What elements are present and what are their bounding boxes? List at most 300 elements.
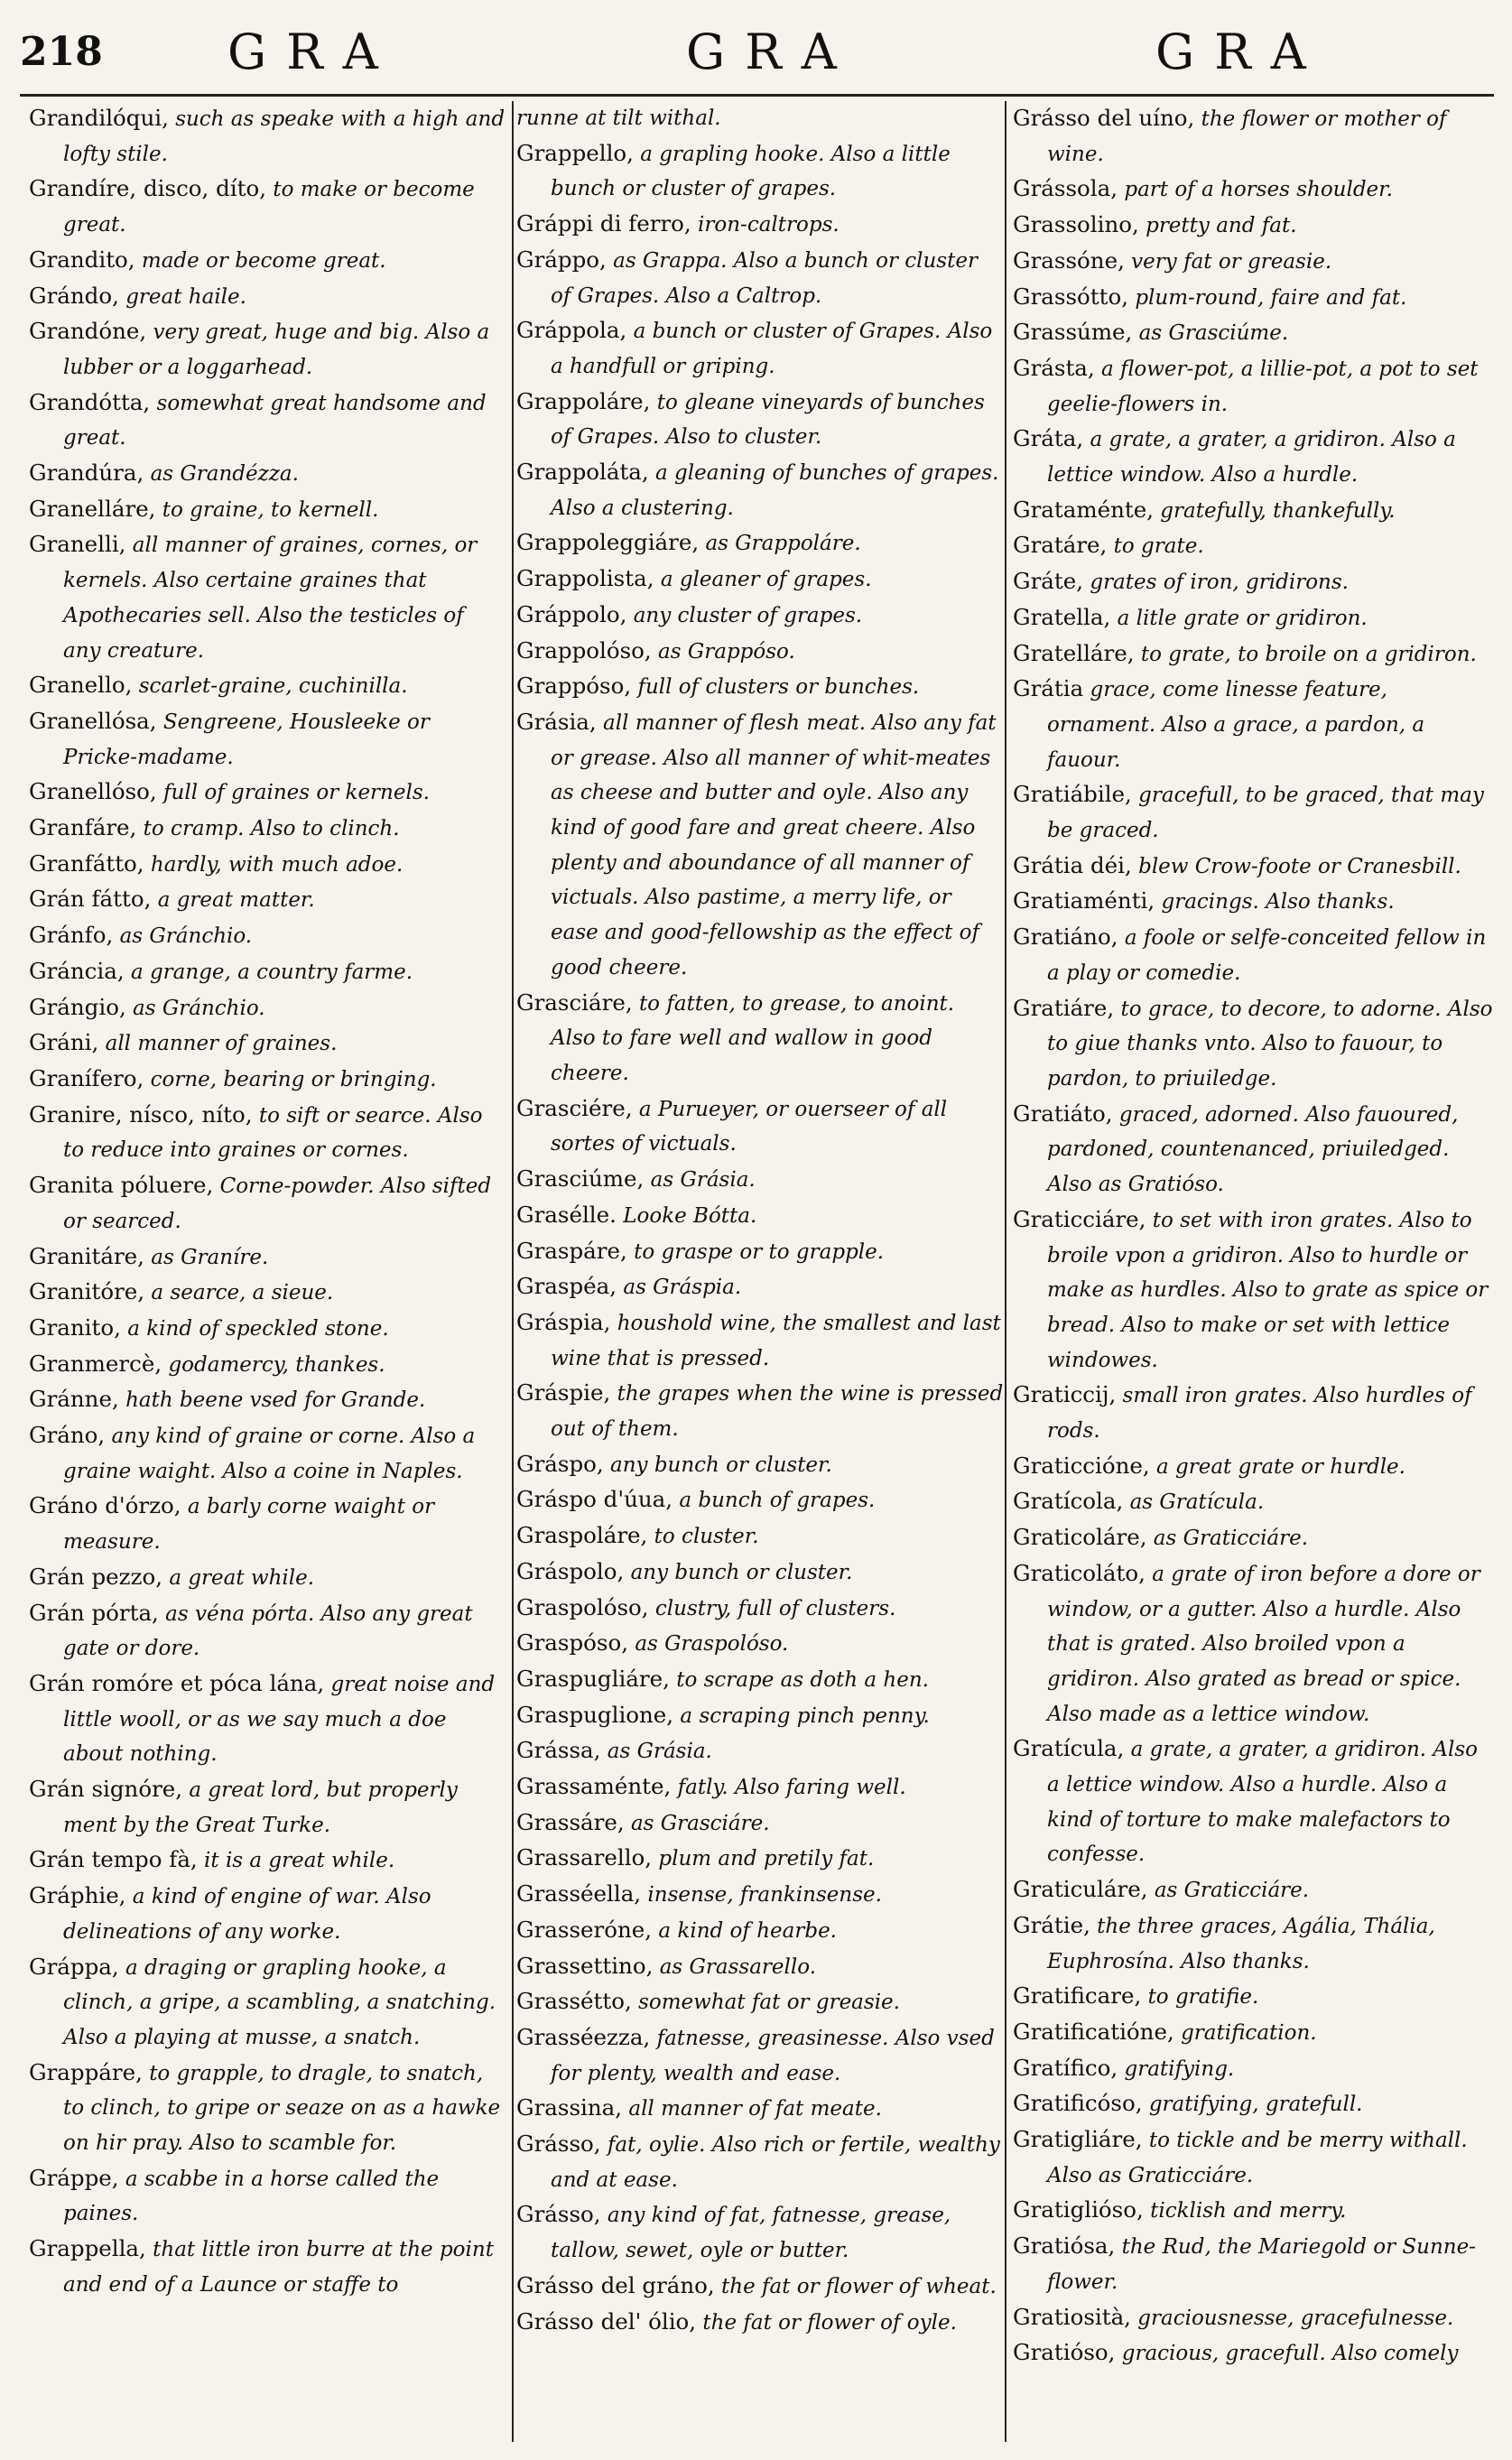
dictionary-entry: [516, 705, 1004, 986]
dictionary-entry: [516, 2020, 1004, 2091]
headword: Grán fátto,: [29, 886, 152, 913]
headword: Grán pórta,: [29, 1599, 159, 1626]
headword: Graspáre,: [516, 1237, 627, 1264]
definition: clustry, full of clusters.: [654, 1596, 896, 1620]
headword: Graspolóso,: [516, 1593, 649, 1620]
headword: Gratiósa,: [1013, 2233, 1116, 2260]
definition: as Graspolóso.: [635, 1632, 789, 1657]
dictionary-entry: [516, 1841, 1004, 1877]
definition: the fat or flower of oyle.: [702, 2310, 957, 2335]
definition: plum and pretily fat.: [658, 1847, 875, 1871]
headword: Grán romóre et póca lána,: [29, 1669, 325, 1696]
headword: Gráppi di ferro,: [516, 210, 691, 237]
headword: Graspuglione,: [516, 1701, 674, 1728]
definition: all manner of fat meate.: [628, 2097, 882, 2121]
headword: Granelláre,: [29, 495, 156, 522]
dictionary-entry: [516, 1733, 1004, 1769]
dictionary-entry: [516, 986, 1004, 1091]
headword: Grángio,: [29, 993, 126, 1020]
dictionary-entry: [29, 668, 507, 704]
headword: Gráno d'órzo,: [29, 1492, 181, 1519]
definition: a draging or grapling hooke, a clinch, a gripe, a scambling, a snatching. Also a playing at musse, a snatch.: [63, 1955, 496, 2049]
headword: Grappoláta,: [516, 459, 649, 486]
dictionary-entry: [1013, 1908, 1496, 1979]
dictionary-entry: [516, 313, 1004, 384]
dictionary-entry: [516, 598, 1004, 634]
definition: somewhat great handsome and great.: [63, 391, 487, 450]
headword: Grataménte,: [1013, 496, 1154, 523]
definition: a kind of engine of war. Also delineations of any worke.: [63, 1885, 431, 1944]
column-2: [516, 101, 1004, 2442]
headword: Grasciúme,: [516, 1165, 645, 1193]
dictionary-entry: [516, 1482, 1004, 1518]
definition: godamercy, thankes.: [168, 1352, 385, 1377]
headword: Graticoláre,: [1013, 1524, 1147, 1551]
headword: Gratificóso,: [1013, 2090, 1143, 2117]
dictionary-entry: [516, 101, 1004, 136]
definition: to grate.: [1113, 534, 1204, 559]
headword: Grappoleggiáre,: [516, 529, 700, 556]
headword: Grappello,: [516, 139, 634, 166]
headword: Grásso del gráno,: [516, 2271, 715, 2298]
definition: runne at tilt withal.: [516, 107, 721, 130]
definition: Sengreene, Housleeke or Pricke-madame.: [63, 710, 430, 769]
dictionary-entry: [516, 2305, 1004, 2341]
dictionary-entry: [1013, 564, 1496, 600]
headword: Grassáre,: [516, 1808, 625, 1835]
dictionary-entry: [516, 525, 1004, 562]
dictionary-entry: [29, 1382, 507, 1418]
dictionary-entry: [1013, 777, 1496, 848]
definition: hardly, with much adoe.: [150, 852, 404, 877]
header-rule: [20, 94, 1494, 97]
definition: part of a horses shoulder.: [1124, 178, 1393, 202]
dictionary-entry: [29, 1666, 507, 1772]
headword: Grásso,: [516, 2201, 601, 2228]
definition: the three graces, Agália, Thália, Euphrosína. Also thanks.: [1047, 1914, 1435, 1973]
headword: Grappolista,: [516, 565, 654, 592]
headword: Gráspo d'úua,: [516, 1486, 673, 1513]
dictionary-entry: [29, 704, 507, 775]
headword: Grándo,: [29, 282, 119, 309]
dictionary-entry: [516, 1269, 1004, 1305]
dictionary-entry: [29, 1560, 507, 1596]
headword: Gratiáto,: [1013, 1100, 1113, 1127]
dictionary-entry: [1013, 101, 1496, 172]
headword: Gráppola,: [516, 317, 627, 344]
headword: Grassina,: [516, 2094, 623, 2121]
headword: Gráncia,: [29, 957, 125, 984]
headword: Graticcij,: [1013, 1381, 1117, 1408]
definition: a kind of speckled stone.: [127, 1316, 389, 1341]
dictionary-entry: [29, 1239, 507, 1276]
dictionary-entry: [1013, 1378, 1496, 1448]
definition: a great grate or hurdle.: [1155, 1454, 1405, 1479]
dictionary-entry: [29, 492, 507, 528]
dictionary-entry: [1013, 528, 1496, 564]
definition: as véna pórta. Also any great gate or dore.: [63, 1601, 473, 1661]
dictionary-entry: [516, 455, 1004, 525]
dictionary-entry: [29, 1843, 507, 1879]
definition: a gleaner of grapes.: [660, 568, 872, 592]
dictionary-entry: [1013, 315, 1496, 351]
definition: gratifying, gratefull.: [1148, 2093, 1363, 2117]
definition: to tickle and be merry withall. Also as Graticciáre.: [1047, 2129, 1468, 2187]
definition: grates of iron, gridirons.: [1090, 571, 1349, 595]
definition: a scabbe in a horse called the paines.: [63, 2167, 440, 2226]
headword: Gratigliáre,: [1013, 2126, 1143, 2153]
definition: fatnesse, greasinesse. Also vsed for plenty, wealth and ease.: [551, 2026, 995, 2085]
dictionary-entry: [516, 1518, 1004, 1555]
dictionary-entry: [29, 172, 507, 242]
definition: Looke Bótta.: [623, 1203, 757, 1228]
dictionary-entry: [29, 456, 507, 492]
dictionary-entry: [29, 1275, 507, 1311]
dictionary-entry: [1013, 1556, 1496, 1732]
headword: Graticcióne,: [1013, 1452, 1150, 1479]
headword: Gráphie,: [29, 1882, 126, 1909]
definition: blew Crow-foote or Cranesbill.: [1138, 854, 1461, 878]
dictionary-entry: [29, 2161, 507, 2232]
definition: made or become great.: [141, 248, 386, 273]
definition: as Graticciáre.: [1154, 1879, 1310, 1903]
definition: a foole or selfe-conceited fellow in a play or comedie.: [1047, 926, 1487, 985]
definition: a bunch of grapes.: [679, 1489, 876, 1513]
definition: to graine, to kernell.: [162, 497, 379, 522]
definition: all manner of graines, cornes, or kernels. Also certaine graines that Apothecaries sell. Also the testicles of any creature.: [63, 534, 478, 663]
definition: as Grappóso.: [658, 639, 795, 664]
headword: Grandilóqui,: [29, 105, 169, 131]
dictionary-entry: [516, 2197, 1004, 2268]
definition: any bunch or cluster.: [610, 1453, 832, 1477]
definition: to grapple, to dragle, to snatch, to clinch, to gripe or seaze on as a hawke on hir pray. Also to scamble for.: [63, 2061, 501, 2156]
dictionary-entry: [516, 1626, 1004, 1662]
headword: Granitóre,: [29, 1278, 145, 1305]
definition: that little iron burre at the point and end of a Launce or staffe to: [63, 2238, 494, 2297]
headword: Gratiáno,: [1013, 924, 1118, 951]
dictionary-entry: [29, 1596, 507, 1666]
running-head-center: GRA: [686, 23, 857, 80]
definition: a bunch or cluster of Grapes. Also a handfull or griping.: [551, 320, 993, 378]
definition: a gleaning of bunches of grapes. Also a clustering.: [551, 461, 999, 520]
dictionary-entry: [1013, 849, 1496, 885]
dictionary-entry: [1013, 1484, 1496, 1520]
headword: Grappoláre,: [516, 387, 651, 414]
headword: Grásta,: [1013, 354, 1095, 381]
dictionary-entry: [516, 1376, 1004, 1446]
definition: the grapes when the wine is pressed out of them.: [551, 1382, 1004, 1442]
definition: full of clusters or bunches.: [637, 675, 920, 700]
headword: Granelli,: [29, 531, 126, 558]
dictionary-entry: [516, 634, 1004, 670]
headword: Gratióso,: [1013, 2339, 1116, 2366]
dictionary-entry: [29, 1418, 507, 1489]
definition: scarlet-graine, cuchinilla.: [138, 674, 408, 699]
dictionary-entry: [516, 1162, 1004, 1198]
headword: Grán tempo fà,: [29, 1846, 198, 1873]
dictionary-entry: [29, 1489, 507, 1559]
headword: Grassolino,: [1013, 211, 1139, 238]
headword: Graticuláre,: [1013, 1876, 1148, 1903]
headword: Gráno,: [29, 1422, 106, 1449]
definition: as Grásia.: [607, 1740, 712, 1764]
headword: Graspugliáre,: [516, 1665, 670, 1692]
headword: Granito,: [29, 1314, 121, 1341]
definition: a grapling hooke. Also a little bunch or cluster of grapes.: [551, 142, 951, 201]
definition: grace, come linesse feature, ornament. Also a grace, a pardon, a fauour.: [1047, 678, 1425, 772]
dictionary-entry: [1013, 172, 1496, 208]
definition: as Grappa. Also a bunch or cluster of Grapes. Also a Caltrop.: [551, 248, 978, 308]
dictionary-entry: [516, 136, 1004, 207]
dictionary-entry: [516, 1555, 1004, 1591]
dictionary-entry: [1013, 1097, 1496, 1202]
definition: as Gránchio.: [133, 996, 265, 1020]
definition: a Purueyer, or ouerseer of all sortes of victuals.: [551, 1097, 948, 1156]
definition: as Grassarello.: [659, 1954, 817, 1979]
headword: Gráspolo,: [516, 1557, 625, 1584]
definition: very great, huge and big. Also a lubber or a loggarhead.: [63, 320, 490, 379]
definition: plum-round, faire and fat.: [1135, 285, 1407, 310]
definition: gratefully, thankefully.: [1160, 498, 1396, 523]
headword: Granita póluere,: [29, 1172, 214, 1199]
headword: Granello,: [29, 672, 133, 699]
headword: Gratificare,: [1013, 1982, 1142, 2010]
definition: to scrape as doth a hen.: [676, 1667, 929, 1692]
headword: Grandíre, disco, díto,: [29, 175, 267, 202]
headword: Granfátto,: [29, 849, 144, 877]
headword: Grásso,: [516, 2130, 601, 2158]
definition: all manner of graines.: [105, 1032, 338, 1056]
definition: as Graticciáre.: [1153, 1527, 1309, 1551]
headword: Grassóne,: [1013, 246, 1125, 274]
definition: gracious, gracefull. Also comely: [1121, 2342, 1459, 2366]
headword: Gráte,: [1013, 568, 1084, 595]
headword: Gratícula,: [1013, 1735, 1125, 1762]
definition: graciousnesse, gracefulnesse.: [1137, 2306, 1454, 2330]
dictionary-entry: [29, 1168, 507, 1239]
definition: great haile.: [125, 284, 246, 309]
definition: to sift or searce. Also to reduce into graines or cornes.: [63, 1103, 483, 1163]
dictionary-entry: [516, 2127, 1004, 2197]
definition: a great matter.: [157, 888, 315, 913]
headword: Grassarello,: [516, 1844, 653, 1871]
headword: Granellóso,: [29, 778, 157, 805]
dictionary-entry: [29, 1950, 507, 2056]
headword: Gráspia,: [516, 1308, 611, 1335]
headword: Graticciáre,: [1013, 1205, 1146, 1232]
definition: a grate, a grater, a gridiron. Also a lettice window. Also a hurdle. Also a kind of torture to make malefactors to confesse.: [1047, 1738, 1479, 1867]
page-number: 218: [20, 29, 103, 75]
headword: Granire, nísco, níto,: [29, 1100, 253, 1128]
definition: a scraping pinch penny.: [680, 1703, 930, 1728]
definition: to gleane vineyards of bunches of Grapes. Also to cluster.: [551, 390, 985, 450]
dictionary-entry: [516, 562, 1004, 598]
definition: any bunch or cluster.: [630, 1560, 853, 1584]
dictionary-entry: [29, 990, 507, 1026]
dictionary-entry: [516, 1234, 1004, 1270]
definition: fatly. Also faring well.: [677, 1776, 906, 1800]
dictionary-entry: [1013, 1449, 1496, 1485]
definition: as Gratícula.: [1129, 1490, 1265, 1515]
definition: insense, frankinsense.: [647, 1883, 882, 1908]
headword: Gratigliόso,: [1013, 2196, 1144, 2223]
dictionary-entry: [29, 1347, 507, 1383]
headword: Graspéa,: [516, 1273, 617, 1300]
headword: Grasélle.: [516, 1201, 617, 1228]
column-3: [1013, 101, 1496, 2442]
dictionary-entry: [516, 1984, 1004, 2020]
definition: ticklish and merry.: [1150, 2199, 1347, 2223]
headword: Gráspo,: [516, 1450, 604, 1477]
dictionary-entry: [29, 2056, 507, 2161]
dictionary-entry: [29, 101, 507, 172]
definition: any cluster of grapes.: [633, 603, 863, 627]
definition: hath beene vsed for Grande.: [125, 1388, 426, 1413]
headword: Grasciáre,: [516, 989, 633, 1016]
definition: the fat or flower of wheat.: [721, 2274, 997, 2298]
dictionary-entry: [516, 1877, 1004, 1913]
headword: Gráppolo,: [516, 600, 627, 627]
headword: Granífero,: [29, 1064, 144, 1091]
dictionary-entry: [29, 954, 507, 990]
definition: as Graníre.: [151, 1245, 269, 1269]
dictionary-entry: [1013, 244, 1496, 280]
headword: Grandóne,: [29, 318, 147, 345]
headword: Grasseróne,: [516, 1916, 653, 1943]
dictionary-entry: [1013, 672, 1496, 777]
dictionary-entry: [1013, 1202, 1496, 1379]
headword: Gratícola,: [1013, 1488, 1124, 1515]
running-head-left: GRA: [227, 23, 398, 80]
headword: Gratiaménti,: [1013, 887, 1155, 914]
headword: Grasséella,: [516, 1880, 642, 1908]
definition: gratification.: [1181, 2020, 1317, 2045]
dictionary-entry: [516, 2091, 1004, 2127]
definition: a litle grate or gridiron.: [1117, 606, 1368, 630]
headword: Grán pezzo,: [29, 1563, 162, 1590]
dictionary-entry: [29, 847, 507, 883]
dictionary-entry: [516, 243, 1004, 313]
headword: Gratiáre,: [1013, 994, 1115, 1021]
dictionary-entry: [29, 1772, 507, 1843]
definition: very fat or greasie.: [1131, 249, 1332, 274]
definition: as Grasciáre.: [630, 1811, 770, 1835]
dictionary-entry: [1013, 280, 1496, 316]
headword: Grappella,: [29, 2235, 146, 2262]
definition: such as speake with a high and lofty stile.: [63, 107, 506, 166]
headword: Grandúra,: [29, 460, 144, 487]
definition: all manner of flesh meat. Also any fat or grease. Also all manner of whit-meates as cheese and butter and oyle. Also any kind of good fare and great cheere. Also plenty and aboundance of all manner of victuals. Also pastime, a merry life, or ease and good-fellowship as the effect of good cheere.: [551, 710, 997, 979]
dictionary-entry: [29, 314, 507, 385]
definition: full of graines or kernels.: [163, 781, 430, 805]
dictionary-entry: [29, 279, 507, 315]
headword: Grassétto,: [516, 1988, 632, 2015]
dictionary-entry: [516, 1698, 1004, 1734]
dictionary-entry: [516, 1769, 1004, 1806]
dictionary-entry: [29, 811, 507, 847]
columns: [20, 101, 1494, 2442]
headword: Grán signóre,: [29, 1776, 183, 1803]
definition: somewhat fat or greasie.: [638, 1991, 900, 2015]
definition: as Gránchio.: [119, 924, 253, 949]
headword: Grásia,: [516, 708, 597, 735]
headword: Grasciére,: [516, 1094, 633, 1121]
dictionary-entry: [29, 2232, 507, 2302]
running-head-right: GRA: [1155, 23, 1326, 80]
dictionary-entry: [516, 1949, 1004, 1985]
headword: Grássola,: [1013, 175, 1118, 202]
headword: Grassettino,: [516, 1952, 654, 1979]
dictionary-entry: [29, 527, 507, 668]
dictionary-entry: [516, 1305, 1004, 1376]
headword: Gráta,: [1013, 425, 1084, 452]
headword: Gráppo,: [516, 246, 607, 273]
definition: gracings. Also thanks.: [1161, 890, 1395, 914]
headword: Gratificatióne,: [1013, 2018, 1174, 2045]
definition: the Rud, the Mariegold or Sunne-flower.: [1047, 2235, 1476, 2294]
headword: Gráppe,: [29, 2164, 119, 2191]
headword: Grásso del uíno,: [1013, 105, 1195, 131]
column-1: [29, 101, 507, 2442]
dictionary-entry: [1013, 600, 1496, 636]
definition: it is a great while.: [204, 1849, 395, 1873]
headword: Graspóso,: [516, 1629, 629, 1657]
dictionary-entry: [516, 1662, 1004, 1698]
definition: iron-caltrops.: [698, 213, 839, 237]
headword: Gratiosità,: [1013, 2303, 1131, 2330]
headword: Gráspie,: [516, 1379, 611, 1406]
dictionary-entry: [516, 1913, 1004, 1949]
dictionary-entry: [29, 243, 507, 279]
definition: the flower or mother of wine.: [1047, 107, 1447, 166]
dictionary-entry: [516, 1091, 1004, 1162]
headword: Gratelláre,: [1013, 639, 1135, 666]
dictionary-entry: [29, 385, 507, 456]
headword: Gráppa,: [29, 1953, 119, 1980]
dictionary-entry: [29, 1879, 507, 1949]
definition: a great lord, but properly ment by the Great Turke.: [63, 1778, 458, 1837]
headword: Grassúme,: [1013, 319, 1133, 346]
definition: to set with iron grates. Also to broile vpon a gridiron. Also to hurdle or make as hurdles. Also to grate as spice or bread. Also to make or set with lettice windowes.: [1047, 1208, 1489, 1372]
definition: a barly corne waight or measure.: [63, 1495, 435, 1555]
headword: Gratiábile,: [1013, 781, 1132, 808]
headword: Grandito,: [29, 246, 135, 273]
dictionary-entry: [1013, 1520, 1496, 1556]
definition: a flower-pot, a lillie-pot, a pot to set geelie-flowers in.: [1047, 357, 1479, 416]
dictionary-entry: [1013, 884, 1496, 920]
dictionary-entry: [1013, 2335, 1496, 2372]
headword: Granmercè,: [29, 1350, 162, 1377]
definition: to graspe or to grapple.: [634, 1239, 885, 1264]
dictionary-entry: [516, 1198, 1004, 1234]
definition: Corne-powder. Also sifted or searced.: [63, 1174, 492, 1233]
headword: Grassótto,: [1013, 283, 1129, 310]
dictionary-entry: [29, 1098, 507, 1168]
dictionary-entry: [1013, 1731, 1496, 1872]
dictionary-entry: [1013, 920, 1496, 990]
dictionary-entry: [1013, 991, 1496, 1097]
dictionary-entry: [1013, 493, 1496, 529]
headword: Gratáre,: [1013, 532, 1108, 559]
definition: pretty and fat.: [1146, 214, 1297, 238]
definition: to grate, to broile on a gridiron.: [1140, 642, 1477, 666]
dictionary-entry: [516, 2269, 1004, 2305]
definition: gracefull, to be graced, that may be graced.: [1047, 784, 1484, 843]
dictionary-entry: [516, 385, 1004, 455]
dictionary-entry: [29, 775, 507, 811]
headword: Grassaménte,: [516, 1773, 672, 1800]
definition: any kind of graine or corne. Also a graine waight. Also a coine in Naples.: [63, 1425, 476, 1483]
